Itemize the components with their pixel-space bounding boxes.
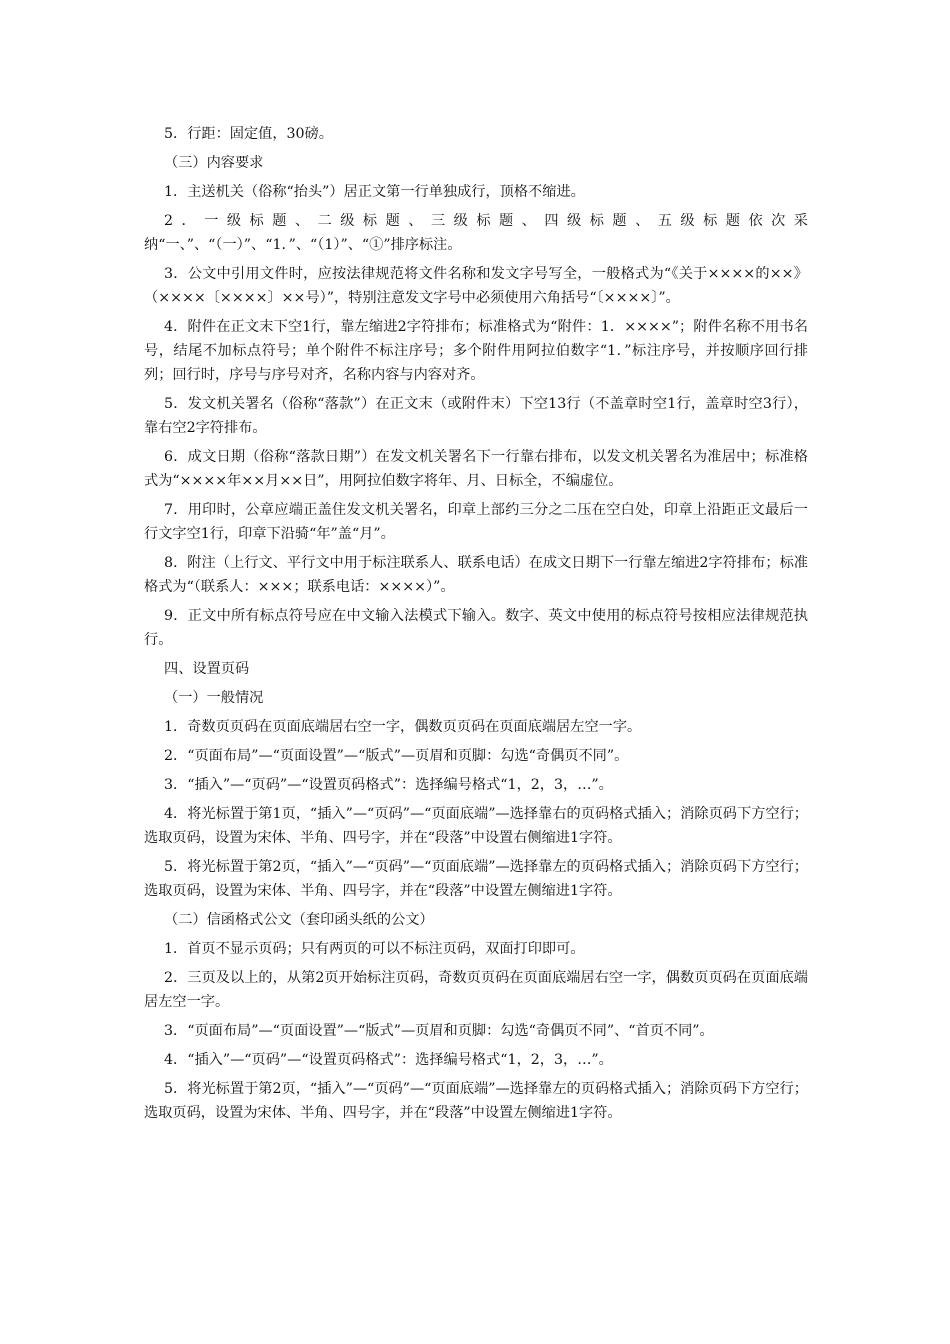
paragraph: 4．将光标置于第1页，“插入”—“页码”—“页面底端”—选择靠右的页码格式插入；消除页码下方空行；选取页码，设置为宋体、半角、四号字，并在“段落”中设置右侧缩进1字符。 xyxy=(144,806,808,846)
paragraph: 3．“插入”—“页码”—“设置页码格式”：选择编号格式“1，2，3，…”。 xyxy=(164,777,613,793)
paragraph: 2．一级标题、二级标题、三级标题、四级标题、五级标题依次采纳“一、”、“（一）”、“1．”、“（1）”、“①”排序标注。 xyxy=(144,213,808,253)
paragraph: 3．公文中引用文件时，应按法律规范将文件名称和发文字号写全，一般格式为“《关于××××的××》（××××〔××××〕××号）”，特别注意发文字号中必须使用六角括号“〔××××〕”。 xyxy=(144,266,808,306)
paragraph-line-spacing: 5．行距：固定值，30磅。 xyxy=(164,126,333,142)
paragraph: 5．将光标置于第2页，“插入”—“页码”—“页面底端”—选择靠左的页码格式插入；消除页码下方空行；选取页码，设置为宋体、半角、四号字，并在“段落”中设置左侧缩进1字符。 xyxy=(144,859,808,899)
paragraph: 2．“页面布局”—“页面设置”—“版式”—页眉和页脚：勾选“奇偶页不同”。 xyxy=(164,748,629,764)
paragraph: 1．首页不显示页码；只有两页的可以不标注页码，双面打印即可。 xyxy=(164,941,585,957)
paragraph: 7．用印时，公章应端正盖住发文机关署名，印章上部约三分之二压在空白处，印章上沿距正文最后一行文字空1行，印章下沿骑“年”盖“月”。 xyxy=(144,502,808,542)
paragraph: 2．三页及以上的，从第2页开始标注页码，奇数页页码在页面底端居右空一字，偶数页页码在页面底端居左空一字。 xyxy=(144,970,808,1010)
heading-general-case: （一）一般情况 xyxy=(164,690,264,706)
paragraph: 1．奇数页页码在页面底端居右空一字，偶数页页码在页面底端居左空一字。 xyxy=(164,719,642,735)
heading-content-requirements: （三）内容要求 xyxy=(164,155,264,171)
paragraph: 4．“插入”—“页码”—“设置页码格式”：选择编号格式“1，2，3，…”。 xyxy=(164,1052,613,1068)
paragraph: 3．“页面布局”—“页面设置”—“版式”—页眉和页脚：勾选“奇偶页不同”、“首页不同”。 xyxy=(164,1023,714,1039)
heading-page-numbers: 四、设置页码 xyxy=(164,661,250,677)
paragraph: 5．将光标置于第2页，“插入”—“页码”—“页面底端”—选择靠左的页码格式插入；消除页码下方空行；选取页码，设置为宋体、半角、四号字，并在“段落”中设置左侧缩进1字符。 xyxy=(144,1081,808,1121)
paragraph: 6．成文日期（俗称“落款日期”）在发文机关署名下一行靠右排布，以发文机关署名为准居中；标准格式为“××××年××月××日”，用阿拉伯数字将年、月、日标全，不编虚位。 xyxy=(144,449,808,489)
paragraph: 8．附注（上行文、平行文中用于标注联系人、联系电话）在成文日期下一行靠左缩进2字符排布；标准格式为“（联系人：×××；联系电话：××××）”。 xyxy=(144,555,808,595)
paragraph: 4．附件在正文末下空1行，靠左缩进2字符排布；标准格式为“附件：1．××××”；附件名称不用书名号，结尾不加标点符号；单个附件不标注序号；多个附件用阿拉伯数字“1．”标注序号，并按顺序回行排列；回行时，序号与序号对齐，名称内容与内容对齐。 xyxy=(144,319,808,383)
paragraph: 9．正文中所有标点符号应在中文输入法模式下输入。数字、英文中使用的标点符号按相应法律规范执行。 xyxy=(144,608,808,648)
paragraph: 5．发文机关署名（俗称“落款”）在正文末（或附件末）下空13行（不盖章时空1行，盖章时空3行），靠右空2字符排布。 xyxy=(144,396,808,436)
heading-letter-format: （二）信函格式公文（套印函头纸的公文） xyxy=(164,912,434,928)
document-page xyxy=(144,122,808,1130)
paragraph: 1．主送机关（俗称“抬头”）居正文第一行单独成行，顶格不缩进。 xyxy=(164,184,585,200)
